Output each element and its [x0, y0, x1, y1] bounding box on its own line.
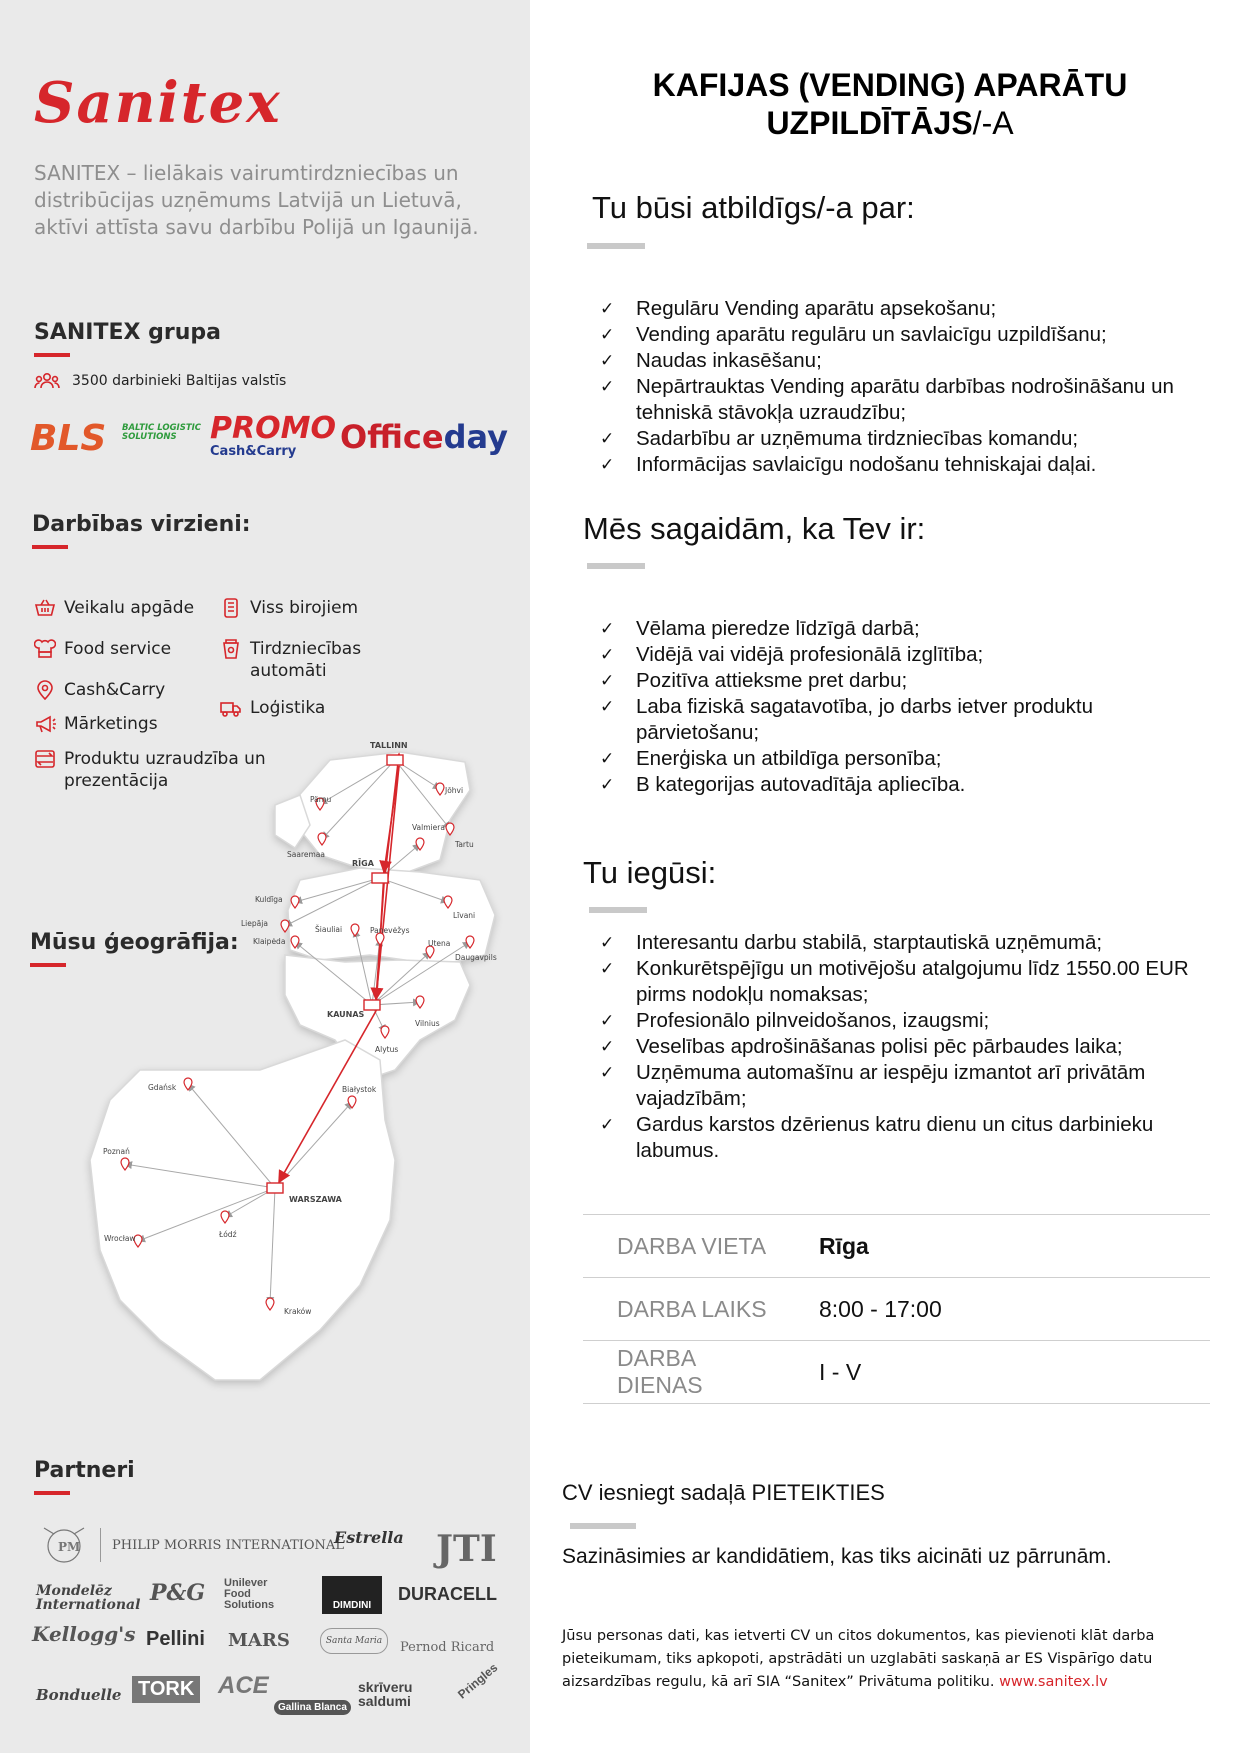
city-label: Tartu	[455, 840, 474, 849]
partner-jti: JTI	[436, 1528, 497, 1570]
partner-dimdini: DIMDINI	[322, 1576, 382, 1614]
city-label: Gdańsk	[148, 1083, 177, 1092]
city-label: Valmiera	[412, 823, 445, 832]
partner-pg: P&G	[150, 1580, 206, 1606]
city-label: Daugavpils	[455, 953, 497, 962]
cv-instruction: CV iesniegt sadaļā PIETEIKTIES	[562, 1480, 885, 1505]
employees-count: 3500 darbinieki Baltijas valstīs	[34, 372, 286, 390]
city-label: WARSZAWA	[289, 1195, 342, 1204]
list-item: ✓ Enerģiska un atbildīga personība;	[600, 746, 1220, 772]
city-label: Līvani	[453, 911, 476, 920]
city-label: Alytus	[375, 1045, 399, 1054]
city-label: Panevėžys	[370, 926, 410, 935]
partner-pringles: Pringles	[455, 1660, 501, 1702]
list-item: ✓ B kategorijas autovadītāja apliecība.	[600, 772, 1220, 798]
activity-office: Viss birojiem	[220, 597, 358, 619]
partner-ace: ACE	[218, 1672, 269, 1699]
requirements-heading: Mēs sagaidām, ka Tev ir:	[583, 511, 926, 546]
list-item: ✓ Regulāru Vending aparātu apsekošanu;	[600, 296, 1220, 322]
benefits-list	[600, 930, 1220, 1164]
city-label: Pärnu	[310, 795, 332, 804]
detail-value: 8:00 - 17:00	[818, 1278, 1210, 1341]
hub-warehouse-icon	[267, 1183, 283, 1193]
responsibilities-list	[600, 296, 1220, 478]
detail-value: Rīga	[818, 1215, 1210, 1278]
geography-map	[0, 740, 530, 1400]
city-label: Vilnius	[415, 1019, 440, 1028]
activity-logistics: Loģistika	[220, 697, 325, 719]
partner-tork: TORK	[132, 1676, 200, 1703]
detail-value: I - V	[818, 1341, 1210, 1404]
activity-vending: Tirdzniecības automāti	[220, 638, 440, 682]
pmi-crest-icon	[34, 1524, 94, 1566]
partner-bonduelle: Bonduelle	[36, 1686, 122, 1704]
geography-heading: Mūsu ģeogrāfija:	[30, 930, 239, 967]
list-item: ✓ Gardus karstos dzērienus katru dienu un citus darbinieku labumus.	[600, 1112, 1220, 1164]
partners-heading: Partneri	[34, 1458, 135, 1495]
sanitex-website-link[interactable]: www.sanitex.lv	[999, 1674, 1108, 1690]
partner-pellini: Pellini	[146, 1628, 205, 1650]
city-label: Łódź	[219, 1230, 237, 1239]
table-row	[583, 1278, 1210, 1341]
list-item: ✓ Veselības apdrošināšanas polisi pēc pārbaudes laika;	[600, 1034, 1220, 1060]
requirements-list	[600, 616, 1220, 798]
city-label: Białystok	[342, 1085, 377, 1094]
section-divider	[570, 1523, 636, 1529]
list-item: ✓ Interesantu darbu stabilā, starptautiskā uzņēmumā;	[600, 930, 1220, 956]
list-item: ✓ Profesionālo pilnveidošanos, izaugsmi;	[600, 1008, 1220, 1034]
list-item: ✓ Laba fiziskā sagatavotība, jo darbs ietver produktu pārvietošanu;	[600, 694, 1220, 746]
list-item: ✓ Informācijas savlaicīgu nodošanu tehniskajai daļai.	[600, 452, 1220, 478]
partner-mars: MARS	[228, 1630, 290, 1651]
detail-key: DARBA LAIKS	[583, 1278, 818, 1341]
megaphone-icon	[34, 713, 56, 735]
activity-cash-carry: Cash&Carry	[34, 679, 165, 701]
city-label: KAUNAS	[327, 1010, 365, 1019]
partner-duracell: DURACELL	[398, 1584, 497, 1604]
section-divider	[589, 907, 647, 913]
activity-retail-supply: Veikalu apgāde	[34, 597, 194, 619]
city-label: Poznań	[103, 1147, 130, 1156]
bls-logo: BLS BALTIC LOGISTIC SOLUTIONS	[30, 418, 202, 459]
list-item: ✓ Pozitīva attieksme pret darbu;	[600, 668, 1220, 694]
city-label: Jõhvi	[445, 786, 464, 795]
privacy-notice: Jūsu personas dati, kas ietverti CV un citos dokumentos, kas pievienoti klāt darba pieteikumam, tiks apkopoti, apstrādāti un uzglabāti saskaņā ar ES Vispārīgo datu aizsardzības regulu, kā arī SIA “Sanitex” Privātuma politiku. www.sanitex.lv	[562, 1628, 1155, 1690]
activity-food-service: Food service	[34, 638, 171, 660]
promo-logo: PROMO Cash&Carry	[210, 411, 336, 459]
partner-skriveru-saldumi: skrīveru saldumi	[358, 1679, 413, 1709]
company-intro: SANITEX – lielākais vairumtirdzniecības un distribūcijas uzņēmums Latvijā un Lietuvā, aktīvi attīsta savu darbību Polijā un Igaunijā.	[34, 161, 479, 239]
hub-warehouse-icon	[387, 755, 403, 765]
city-label: Liepāja	[241, 919, 268, 928]
section-divider	[587, 563, 645, 569]
table-row	[583, 1215, 1210, 1278]
contact-note: Sazināsimies ar kandidātiem, kas tiks aicināti uz pārrunām.	[562, 1545, 1112, 1568]
sidebar	[0, 0, 530, 1753]
sanitex-logo: Sanitex	[34, 70, 282, 136]
job-details-table	[583, 1214, 1210, 1404]
location-pin-icon	[34, 679, 56, 701]
city-label: Utena	[428, 939, 451, 948]
responsibilities-heading: Tu būsi atbildīgs/-a par:	[592, 190, 915, 225]
truck-icon	[220, 697, 242, 719]
city-label: Kuldīga	[255, 895, 283, 904]
partner-pmi-logo	[34, 1524, 94, 1571]
city-label: RĪGA	[352, 859, 374, 868]
table-row	[583, 1341, 1210, 1404]
partner-mondelez: Mondelēz International	[36, 1583, 141, 1613]
activities-heading: Darbības virzieni:	[32, 512, 251, 549]
partner-divider	[100, 1528, 101, 1562]
detail-key: DARBA VIETA	[583, 1215, 818, 1278]
partner-gallina-blanca: Gallina Blanca	[274, 1700, 351, 1715]
office-supplies-icon	[220, 597, 242, 619]
partner-unilever: Unilever Food Solutions	[224, 1577, 275, 1611]
detail-key: DARBA DIENAS	[583, 1341, 818, 1404]
city-label: Šiauliai	[315, 925, 343, 934]
list-item: ✓ Nepārtrauktas Vending aparātu darbības nodrošināšanu un tehniskā stāvokļa uzraudzību;	[600, 374, 1220, 426]
list-item: ✓ Sadarbību ar uzņēmuma tirdzniecības komandu;	[600, 426, 1220, 452]
hub-warehouse-icon	[364, 1000, 380, 1010]
list-item: ✓ Vēlama pieredze līdzīgā darbā;	[600, 616, 1220, 642]
list-item: ✓ Vidējā vai vidējā profesionālā izglītība;	[600, 642, 1220, 668]
partner-pmi-text: PHILIP MORRIS INTERNATIONAL	[112, 1538, 344, 1553]
officeday-logo: Officeday	[340, 418, 508, 456]
city-label: Klaipėda	[253, 937, 286, 946]
city-label: Kraków	[284, 1307, 312, 1316]
partner-santa-maria: Santa Maria	[320, 1628, 388, 1654]
svg-text:PM: PM	[58, 1540, 81, 1554]
hub-warehouse-icon	[372, 873, 388, 883]
section-divider	[587, 243, 645, 249]
list-item: ✓ Naudas inkasēšanu;	[600, 348, 1220, 374]
basket-icon	[34, 597, 56, 619]
partner-estrella: Estrella	[334, 1528, 404, 1547]
benefits-heading: Tu iegūsi:	[583, 855, 717, 890]
list-item: ✓ Uzņēmuma automašīnu ar iespēju izmantot arī privātām vajadzībām;	[600, 1060, 1220, 1112]
activity-marketing: Mārketings	[34, 713, 158, 735]
city-label: Saaremaa	[287, 850, 325, 859]
partner-kelloggs: Kellogg's	[32, 1622, 136, 1646]
city-label: Wrocław	[104, 1234, 136, 1243]
partner-pernod-ricard: Pernod Ricard	[400, 1640, 495, 1655]
city-label: TALLINN	[370, 741, 408, 750]
people-icon	[34, 372, 60, 390]
location-pin-icon	[281, 920, 289, 932]
list-item: ✓ Vending aparātu regulāru un savlaicīgu uzpildīšanu;	[600, 322, 1220, 348]
chef-icon	[34, 638, 56, 660]
group-heading: SANITEX grupa	[34, 320, 221, 357]
vending-cup-icon	[220, 638, 242, 660]
list-item: ✓ Konkurētspējīgu un motivējošu atalgojumu līdz 1550.00 EUR pirms nodokļu nomaksas;	[600, 956, 1220, 1008]
activity-product-supervision: Produktu uzraudzība un prezentācija	[34, 748, 294, 792]
job-title: KAFIJAS (VENDING) APARĀTU UZPILDĪTĀJS/-A	[652, 67, 1128, 141]
